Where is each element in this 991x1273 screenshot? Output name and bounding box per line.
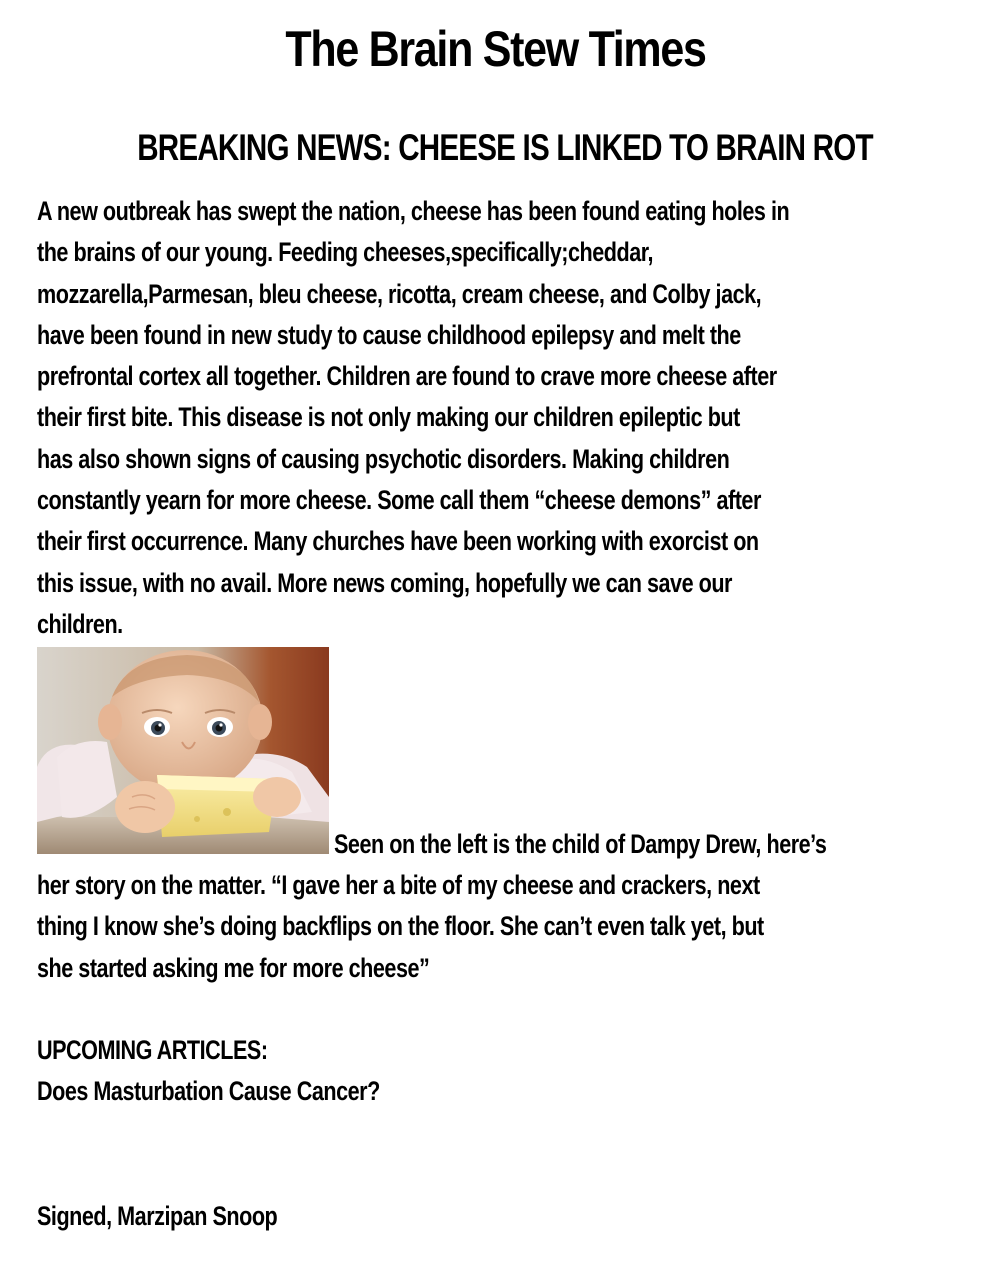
caption-line: her story on the matter. “I gave her a bite of my cheese and crackers, next (37, 870, 760, 900)
body-line: constantly yearn for more cheese. Some call them “cheese demons” after (37, 485, 761, 516)
body-line: their first bite. This disease is not only making our children epileptic but (37, 402, 740, 433)
caption-line: thing I know she’s doing backflips on the floor. She can’t even talk yet, but (37, 911, 764, 942)
photo-caption (37, 865, 973, 989)
body-line: A new outbreak has swept the nation, cheese has been found eating holes in (37, 196, 790, 226)
caption-line: she started asking me for more cheese” (37, 952, 430, 983)
photo-caption-first-line (334, 824, 991, 865)
body-line: children. (37, 608, 123, 639)
body-line: this issue, with no avail. More news coming, hopefully we can save our (37, 567, 732, 598)
body-line: their first occurrence. Many churches have been working with exorcist on (37, 526, 759, 557)
upcoming-articles-label (37, 1030, 973, 1071)
upcoming-label-text: UPCOMING ARTICLES: (37, 1035, 268, 1065)
body-line: mozzarella,Parmesan, bleu cheese, ricotta, cream cheese, and Colby jack, (37, 278, 762, 309)
body-line: the brains of our young. Feeding cheeses,specifically;cheddar, (37, 237, 654, 268)
signature-text: Signed, Marzipan Snoop (37, 1201, 278, 1231)
signature (37, 1196, 973, 1237)
upcoming-article-item (37, 1071, 973, 1112)
body-line: prefrontal cortex all together. Children are found to crave more cheese after (37, 361, 777, 392)
caption-line: Seen on the left is the child of Dampy Drew, here’s (334, 829, 827, 859)
baby-eating-cheese-photo (37, 647, 329, 854)
article-body (37, 191, 973, 645)
body-line: have been found in new study to cause childhood epilepsy and melt the (37, 319, 741, 350)
upcoming-item-text: Does Masturbation Cause Cancer? (37, 1076, 380, 1106)
newspaper-title: The Brain Stew Times (285, 21, 706, 77)
article-headline: BREAKING NEWS: CHEESE IS LINKED TO BRAIN ROT (137, 127, 873, 168)
body-line: has also shown signs of causing psychotic disorders. Making children (37, 443, 730, 474)
